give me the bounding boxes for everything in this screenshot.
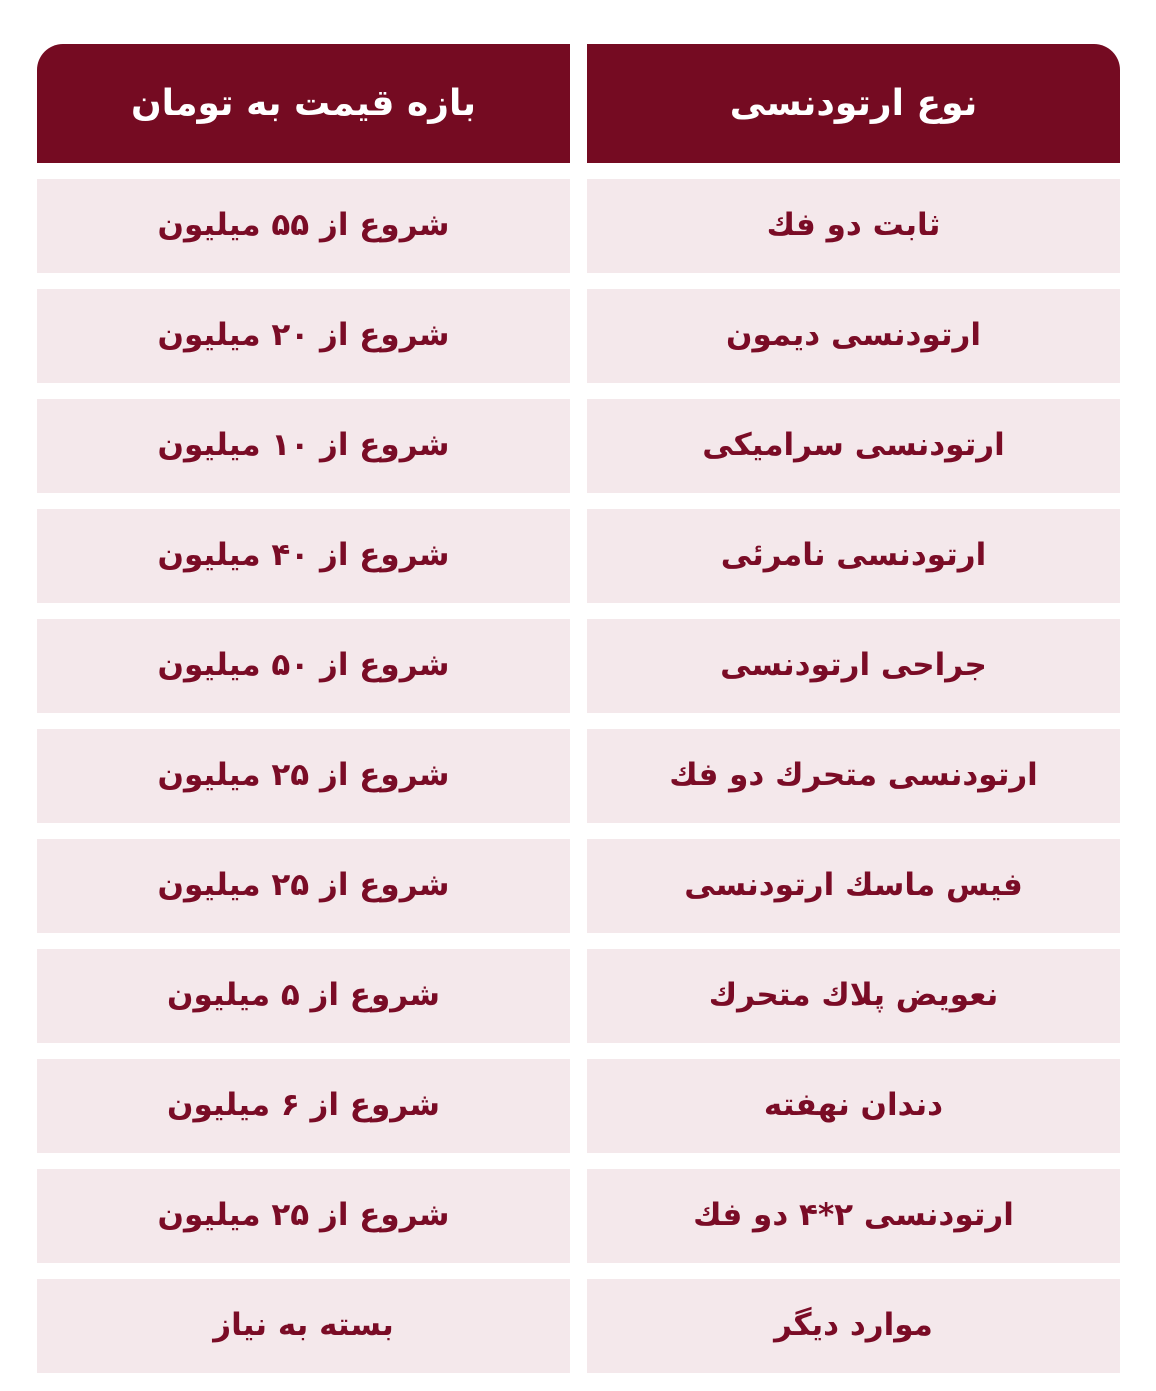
type-cell: ارتودنسی دیمون xyxy=(587,289,1120,383)
type-cell: موارد دیگر xyxy=(587,1279,1120,1373)
price-cell: شروع از ۵۵ میلیون xyxy=(37,179,570,273)
type-cell: ارتودنسی ۲*۴ دو فك xyxy=(587,1169,1120,1263)
price-table xyxy=(37,44,1120,1373)
price-cell: شروع از ۵۰ میلیون xyxy=(37,619,570,713)
type-cell: فیس ماسك ارتودنسی xyxy=(587,839,1120,933)
type-cell: نعویض پلاك متحرك xyxy=(587,949,1120,1043)
type-cell: دندان نهفته xyxy=(587,1059,1120,1153)
price-cell: شروع از ۴۰ میلیون xyxy=(37,509,570,603)
price-cell: شروع از ۶ میلیون xyxy=(37,1059,570,1153)
price-cell: شروع از ۵ میلیون xyxy=(37,949,570,1043)
type-cell: ثابت دو فك xyxy=(587,179,1120,273)
price-cell: شروع از ۲۵ میلیون xyxy=(37,839,570,933)
price-cell: شروع از ۱۰ میلیون xyxy=(37,399,570,493)
type-cell: ارتودنسی سرامیکی xyxy=(587,399,1120,493)
type-cell: جراحی ارتودنسی xyxy=(587,619,1120,713)
price-cell: بسته به نیاز xyxy=(37,1279,570,1373)
price-cell: شروع از ۲۰ میلیون xyxy=(37,289,570,383)
type-cell: ارتودنسی نامرئی xyxy=(587,509,1120,603)
price-cell: شروع از ۲۵ میلیون xyxy=(37,729,570,823)
type-cell: ارتودنسی متحرك دو فك xyxy=(587,729,1120,823)
column-header-type: نوع ارتودنسی xyxy=(587,44,1120,163)
column-header-price: بازه قیمت به تومان xyxy=(37,44,570,163)
price-cell: شروع از ۲۵ میلیون xyxy=(37,1169,570,1263)
